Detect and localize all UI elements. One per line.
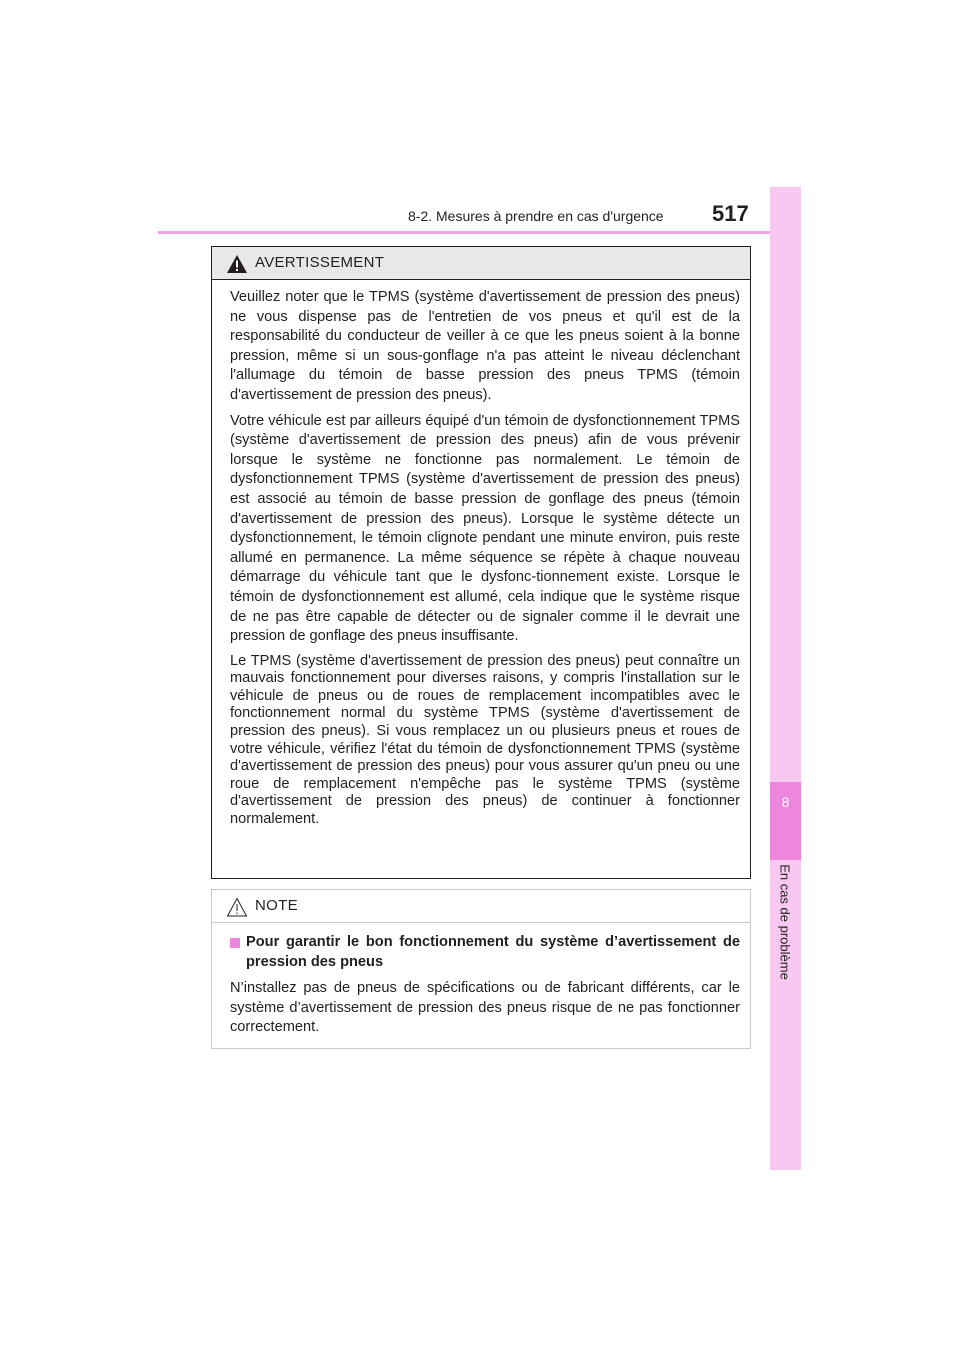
note-box bbox=[211, 889, 751, 1049]
page-number: 517 bbox=[712, 201, 749, 226]
chapter-label: En cas de problème bbox=[777, 864, 793, 980]
warning-box bbox=[211, 246, 751, 879]
warning-paragraph-1: Veuillez noter que le TPMS (système d'avertissement de pression des pneus) ne vous dispense pas de l'entretien de vos pneus et qu'il est de la responsabilité du conducteur de veiller à ce que les pneus soient à la bonne pression, même si un sous-gonflage n'a pas atteint le niveau déclenchant l'allumage du témoin de basse pression des pneus TPMS (témoin d'avertissement de pression des pneus). bbox=[230, 289, 740, 403]
note-heading-text: Pour garantir le bon fonctionnement du système d’avertissement de pression des pneus bbox=[246, 934, 740, 970]
warning-triangle-icon bbox=[226, 254, 248, 274]
warning-label: AVERTISSEMENT bbox=[255, 254, 385, 271]
note-label: NOTE bbox=[255, 897, 298, 914]
chapter-side-tab bbox=[770, 187, 801, 1170]
warning-header bbox=[212, 247, 750, 280]
section-title: 8-2. Mesures à prendre en cas d'urgence bbox=[408, 208, 664, 224]
caution-outline-triangle-icon bbox=[226, 897, 248, 917]
note-header bbox=[212, 890, 750, 923]
square-bullet-icon bbox=[230, 938, 240, 948]
note-heading bbox=[230, 933, 740, 972]
warning-paragraph-2: Votre véhicule est par ailleurs équipé d'un témoin de dysfonctionnement TPMS (système d'avertissement de pression des pneus) afin de vous prévenir lorsque le système ne fonctionne pas normalement. Le témoin de dysfonctionnement TPMS (système d'avertissement de pression des pneus) est associé au témoin de basse pression de gonflage des pneus (témoin d'avertissement de pression des pneus). Lorsque le système détecte un dysfonctionnement, le témoin clignote pendant une minute environ, puis reste allumé en permanence. La même séquence se répète à chaque nouveau démarrage du véhicule tant que le dysfonc-tionnement existe. Lorsque le témoin de dysfonctionnement est allumé, cela indique que le système risque de ne pas être capable de détecter ou de signaler comme il le devrait une pression de gonflage des pneus insuffisante. bbox=[230, 412, 740, 645]
header-rule bbox=[158, 231, 800, 234]
warning-body bbox=[212, 280, 750, 843]
note-body bbox=[212, 923, 750, 1052]
chapter-number: 8 bbox=[781, 794, 790, 810]
warning-paragraph-3: Le TPMS (système d'avertissement de pression des pneus) peut connaître un mauvais fonctionnement pour diverses raisons, y compris l'installation sur le véhicule de pneus ou de roues de remplacement incompatibles avec le fonctionnement normal du système TPMS (système d'avertissement de pression des pneus). Si vous remplacez un ou plusieurs pneus et roues de votre véhicule, vérifiez l'état du témoin de dysfonctionnement TPMS (système d'avertissement de pression des pneus) pour vous assurer qu'un pneu ou une roue de remplacement n'empêche pas le système TPMS (système d'avertissement de pression des pneus) de continuer à fonctionner normalement. bbox=[230, 652, 740, 828]
note-paragraph: N’installez pas de pneus de spécifications ou de fabricant différents, car le système d’avertissement de pression des pneus risque de ne pas fonctionner correctement. bbox=[230, 980, 740, 1036]
